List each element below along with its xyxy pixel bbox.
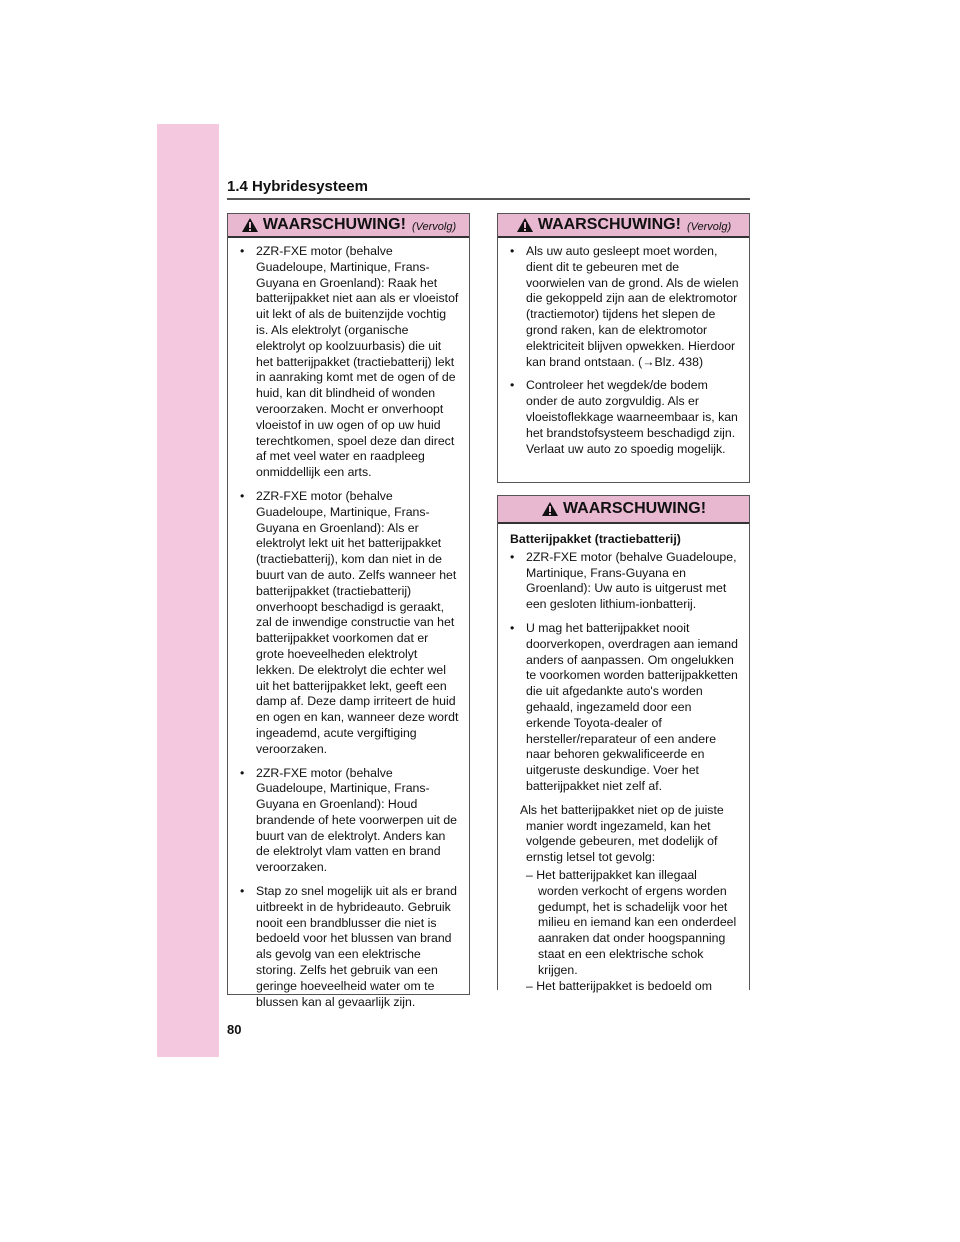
list-item: • 2ZR-FXE motor (behalve Guadeloupe, Martinique, Frans-Guyana en Groenland): Uw auto is uitgerust met een gesloten lithium-ionbatterij. — [510, 549, 737, 612]
dash-item: – Het batterijpakket is bedoeld om — [526, 978, 712, 993]
warning-body — [228, 238, 469, 1024]
warning-body — [498, 238, 749, 471]
dash-item: – Het batterijpakket kan illegaal worden verkocht of ergens worden gedumpt, het is schadelijk voor het milieu en iemand kan een onderdeel aanraken dat onder hoogspanning staat en een elektrische schok krijgen. — [526, 867, 737, 977]
warning-triangle-icon — [516, 217, 534, 233]
subheading: Batterijpakket (tractiebatterij) — [510, 532, 681, 546]
warning-box-right-bottom — [497, 495, 750, 993]
chapter-side-tab — [157, 124, 219, 1057]
warning-header — [498, 496, 749, 524]
continued-label: (Vervolg) — [686, 221, 732, 233]
list-item: • 2ZR-FXE motor (behalve Guadeloupe, Martinique, Frans-Guyana en Groenland): Houd brandende of hete voorwerpen uit de buurt van de elektrolyt. Anders kan de elektrolyt vlam vatten en brand veroorzaken. — [240, 765, 457, 875]
page-number: 80 — [227, 1022, 242, 1037]
list-item: • U mag het batterijpakket nooit doorverkopen, overdragen aan iemand anders of aanpassen. Om ongelukken te voorkomen worden batterijpakketten die uit afgedankte auto's worden gehaald, ingezameld door een erkende Toyota-dealer of hersteller/reparateur of een andere naar behoren gekwalificeerde en uitgeruste deskundige. Voer het batterijpakket niet zelf af. — [510, 620, 738, 793]
list-item: • 2ZR-FXE motor (behalve Guadeloupe, Martinique, Frans-Guyana en Groenland): Als er elektrolyt lekt uit het batterijpakket (tractiebatterij), kom dan niet in de buurt van de auto. Zelfs wanneer het batterijpakket (tractiebatterij) onverhoopt beschadigd is geraakt, zal de inwendige constructie van het batterijpakket voorkomen dat er grote hoeveelheden elektrolyt lekken. De elektrolyt die echter wel uit het batterijpakket lekt, geeft een damp af. Deze damp irriteert de huid en ogen en kan, wanneer deze wordt ingeademd, acute vergiftiging veroorzaken. — [240, 488, 459, 756]
section-title-rule — [227, 198, 750, 200]
warning-triangle-icon — [541, 501, 559, 517]
list-item: • Stap zo snel mogelijk uit als er brand uitbreekt in de hybrideauto. Gebruik nooit een brandblusser die niet is bedoeld voor het blussen van brand als gevolg van een elektrische storing. Zelfs het gebruik van een geringe hoeveelheid water om te blussen kan al gevaarlijk zijn. — [240, 884, 457, 1009]
warning-box-left — [227, 213, 470, 1009]
warning-header — [228, 214, 469, 238]
warning-title: WAARSCHUWING! — [562, 500, 707, 517]
warning-body — [498, 524, 749, 1000]
warning-header — [498, 214, 749, 238]
paragraph: Als het batterijpakket niet op de juiste manier wordt ingezameld, kan het volgende gebeuren, met dodelijk of ernstig letsel tot gevolg: — [520, 802, 724, 865]
warning-triangle-icon — [241, 217, 259, 233]
warning-title: WAARSCHUWING! — [262, 216, 406, 233]
list-item: • 2ZR-FXE motor (behalve Guadeloupe, Martinique, Frans-Guyana en Groenland): Raak het batterijpakket niet aan als er vloeistof uit lekt of als de buitenzijde vochtig is. Als elektrolyt (organische elektrolyt op koolzuurbasis) die uit het batterijpakket (tractiebatterij) lekt in aanraking komt met de ogen of de huid, kan dit blindheid of wonden veroorzaken. Mocht er onverhoopt vloeistof in uw ogen of op uw huid terechtkomen, spoel deze dan direct af met veel water en raadpleeg onmiddellijk een arts. — [240, 244, 459, 480]
list-item: • Controleer het wegdek/de bodem onder de auto zorgvuldig. Als er vloeistoflekkage waarneembaar is, kan het brandstofsysteem beschadigd zijn. Verlaat uw auto zo spoedig mogelijk. — [510, 378, 738, 456]
warning-box-right-top — [497, 213, 750, 483]
continued-label: (Vervolg) — [411, 221, 457, 233]
list-item: • Als uw auto gesleept moet worden, dient dit te gebeuren met de voorwielen van de grond. Als de wielen die gekoppeld zijn aan de elektromotor (tractiemotor) tijdens het slepen de grond raken, kan de elektromotor elektriciteit blijven opwekken. Hierdoor kan brand ontstaan. (→Blz. 438) — [510, 244, 739, 369]
warning-title: WAARSCHUWING! — [537, 216, 681, 233]
section-title: 1.4 Hybridesysteem — [227, 178, 368, 195]
